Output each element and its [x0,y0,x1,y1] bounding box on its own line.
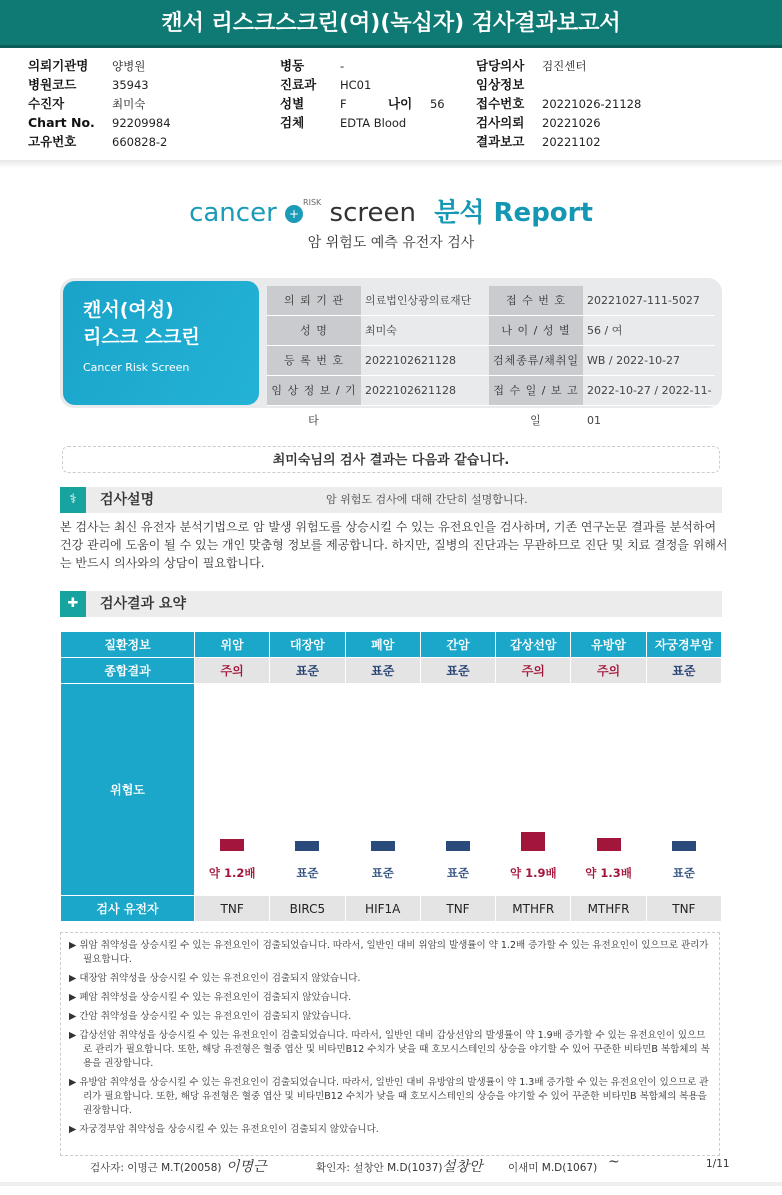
risk-bar-cell [571,684,646,896]
result-cell: 주의 [571,658,646,684]
meta-value: HC01 [340,78,372,92]
card-label: 접 수 일 / 보 고 일 [489,376,583,405]
risk-bar-cell [270,684,345,896]
card-title-1: 캔서(여성) [83,299,174,321]
meta-value: EDTA Blood [340,116,407,130]
note-item: ▶ 갑상선암 취약성을 상승시킬 수 있는 유전요인이 검출되었습니다. 따라서, 일반인 대비 갑상선암의 발생률이 약 1.9배 증가할 수 있는 유전요인이 있으므로 관리가 필요합니다. 또한, 해당 유전형은 혈중 엽산 및 비타민B12 수치가 낮을 때 호모시스테인의 상승을 야기할 수 있어 꾸준한 비타민B 복합체의 복용을 권장합니다. [69,1030,710,1069]
age-value: 56 [429,97,445,111]
confirmer-signature: 설창안 [442,1159,483,1175]
logo-cancer: cancer [189,198,277,228]
note-item: ▶ 유방암 취약성을 상승시킬 수 있는 유전요인이 검출되었습니다. 따라서, 일반인 대비 유방암의 발생률이 약 1.3배 증가할 수 있는 유전요인이 있으므로 관리가 필요합니다. 또한, 해당 유전형은 혈중 엽산 및 비타민B12 수치가 낮을 때 호모시스테인의 상승을 야기할 수 있어 꾸준한 비타민B 복합체의 복용을 권장합니다. [69,1077,709,1116]
header-result: 종합결과 [61,658,195,684]
meta-key: Chart No. [28,115,95,130]
gene-cell: TNF [420,896,495,922]
disease-header: 유방암 [571,632,646,658]
section-title: 검사설명 [100,492,155,508]
meta-row [476,132,641,151]
risk-bar-cell [420,684,495,896]
meta-value: - [340,59,345,73]
section-description-header [60,487,722,513]
disease-header: 갑상선암 [496,632,571,658]
note-item: ▶ 자궁경부암 취약성을 상승시킬 수 있는 유전요인이 검출되지 않았습니다. [69,1124,379,1135]
result-cell: 표준 [420,658,495,684]
card-info-row [267,376,715,427]
meta-value: 20221102 [542,135,601,149]
disease-header: 폐암 [345,632,420,658]
result-notes [60,932,720,1156]
card-label: 나 이 / 성 별 [489,316,583,345]
card-label: 의 뢰 기 관 [267,286,361,315]
meta-value: F [340,97,347,111]
meta-key: 검체 [280,115,305,130]
card-value: 2022102621128 [365,354,456,367]
note-item: ▶ 위암 취약성을 상승시킬 수 있는 유전요인이 검출되었습니다. 따라서, 일반인 대비 위암의 발생률이 약 1.2배 증가할 수 있는 유전요인이 있으므로 관리가 필요합니다. [69,940,709,965]
meta-key: 접수번호 [476,96,525,111]
disease-header: 위암 [195,632,270,658]
meta-column-3 [476,56,641,151]
risk-bar [521,832,545,851]
disease-header: 대장암 [270,632,345,658]
meta-column-1 [28,56,171,151]
meta-row [28,113,171,132]
section-desc: 암 위험도 검사에 대해 간단히 설명합니다. [326,493,528,506]
header-gene: 검사 유전자 [61,896,195,922]
card-title-en: Cancer Risk Screen [83,361,190,374]
risk-bar [220,839,244,851]
result-cell: 주의 [496,658,571,684]
info-card [60,278,722,427]
meta-row [280,113,406,132]
meta-value: 검진센터 [542,59,587,73]
risk-label: 표준 [446,866,470,880]
card-info-row [267,346,715,376]
note-item: ▶ 간암 취약성을 상승시킬 수 있는 유전요인이 검출되지 않았습니다. [69,1011,352,1022]
card-title-2: 리스크 스크린 [83,326,200,348]
meta-row [476,113,641,132]
note-item: ▶ 대장암 취약성을 상승시킬 수 있는 유전요인이 검출되지 않았습니다. [69,973,361,984]
meta-key: 결과보고 [476,134,525,149]
doctor-2: 이새미 M.D(1067) [508,1162,598,1174]
card-info-table [267,286,715,427]
card-label: 성 명 [267,316,361,345]
risk-bar [597,838,621,851]
disease-header: 간암 [420,632,495,658]
confirmer: 확인자: 설창안 M.D(1037) [316,1162,443,1174]
card-label: 검체종류/채취일 [489,346,583,375]
logo-risk: RISK [303,198,322,207]
meta-row [28,56,171,75]
logo-plus-icon: + [285,205,303,223]
stethoscope-icon: ⚕ [60,487,86,513]
header-disease: 질환정보 [61,632,195,658]
gene-cell: MTHFR [496,896,571,922]
meta-key: 의뢰기관명 [28,58,89,73]
risk-bar-cell [496,684,571,896]
bottom-rule [0,1182,782,1186]
meta-row [28,75,171,94]
meta-value: 20221026 [542,116,601,130]
divider [0,160,782,168]
age-field [388,94,445,113]
card-value: 20221027-111-5027 [587,294,700,307]
card-info-row [267,316,715,346]
risk-bar-cell [646,684,721,896]
gene-cell: TNF [646,896,721,922]
risk-bar [295,841,319,851]
card-label: 접 수 번 호 [489,286,583,315]
risk-label: 약 1.9배 [509,866,557,880]
card-value: 최미숙 [365,324,397,337]
meta-value: 최미숙 [112,97,146,111]
risk-label: 표준 [371,866,394,880]
card-label: 임 상 정 보 / 기 타 [267,376,361,405]
card-value: 의료법인상광의료재단 [365,294,472,307]
meta-row [476,56,641,75]
meta-value: 92209984 [112,116,171,130]
gene-cell: MTHFR [571,896,646,922]
report-title: 캔서 리스크스크린(여)(녹십자) 검사결과보고서 [0,0,782,48]
meta-row [28,94,171,113]
card-label: 등 록 번 호 [267,346,361,375]
section-title: 검사결과 요약 [100,596,187,612]
meta-value: 35943 [112,78,149,92]
meta-key: 수진자 [28,96,65,111]
greeting: 최미숙님의 검사 결과는 다음과 같습니다. [62,446,720,473]
meta-key: 진료과 [280,77,317,92]
risk-bar [371,841,395,851]
result-cell: 표준 [270,658,345,684]
meta-key: 임상정보 [476,77,525,92]
meta-row [280,56,406,75]
cancer-screen-logo [0,192,782,229]
risk-label: 약 1.2배 [208,866,256,880]
risk-bar-cell [345,684,420,896]
meta-row [476,75,641,94]
risk-label: 표준 [672,866,695,880]
medical-kit-icon: ✚ [60,591,86,617]
card-info-row [267,286,715,316]
card-value: 2022-10-27 / 2022-11-01 [587,384,712,427]
doctor-2-signature: ~ [608,1154,620,1170]
risk-label: 약 1.3배 [585,866,632,880]
meta-value: 660828-2 [112,135,168,149]
note-item: ▶ 폐암 취약성을 상승시킬 수 있는 유전요인이 검출되지 않았습니다. [69,992,352,1003]
meta-row [280,75,406,94]
meta-key: 병동 [280,58,305,73]
result-cell: 표준 [646,658,721,684]
header-risk: 위험도 [61,684,195,896]
gene-cell: BIRC5 [270,896,345,922]
meta-key: 담당의사 [476,58,525,73]
meta-key: 고유번호 [28,134,77,149]
card-value: 2022102621128 [365,384,456,397]
risk-bar [672,841,696,851]
meta-row [476,94,641,113]
gene-cell: TNF [195,896,270,922]
risk-bar [446,841,470,851]
meta-value: 양병원 [112,59,146,73]
tester-signature: 이명근 [226,1159,267,1175]
meta-key: 병원코드 [28,77,77,92]
risk-bar-cell [195,684,270,896]
meta-key: 검사의뢰 [476,115,525,130]
gene-cell: HIF1A [345,896,420,922]
card-value: WB / 2022-10-27 [587,354,681,367]
report-subtitle: 암 위험도 예측 유전자 검사 [307,235,475,251]
risk-label: 표준 [296,866,319,880]
card-value: 56 / 여 [587,324,623,337]
meta-key: 성별 [280,96,305,111]
tester: 검사자: 이명근 M.T(20058) [90,1162,222,1174]
age-label: 나이 [388,96,413,111]
meta-value: 20221026-21128 [542,97,642,111]
result-summary-table [60,631,722,922]
result-cell: 표준 [345,658,420,684]
page-number: 1/11 [706,1158,730,1170]
test-description: 본 검사는 최신 유전자 분석기법으로 암 발생 위험도를 상승시킬 수 있는 유전요인을 검사하며, 기존 연구논문 결과를 분석하여 건강 관리에 도움이 될 수 있는 개인 맞춤형 정보를 제공합니다. 하지만, 질병의 진단과는 무관하므로 진단 및 치료 결정을 위해서는 반드시 의사와의 상담이 필요합니다. [60,520,728,570]
logo-report: 분석 Report [434,198,593,228]
section-summary-header [60,591,722,617]
disease-header: 자궁경부암 [646,632,721,658]
meta-row [28,132,171,151]
result-cell: 주의 [195,658,270,684]
card-brand [63,281,259,405]
logo-screen: screen [329,198,416,228]
